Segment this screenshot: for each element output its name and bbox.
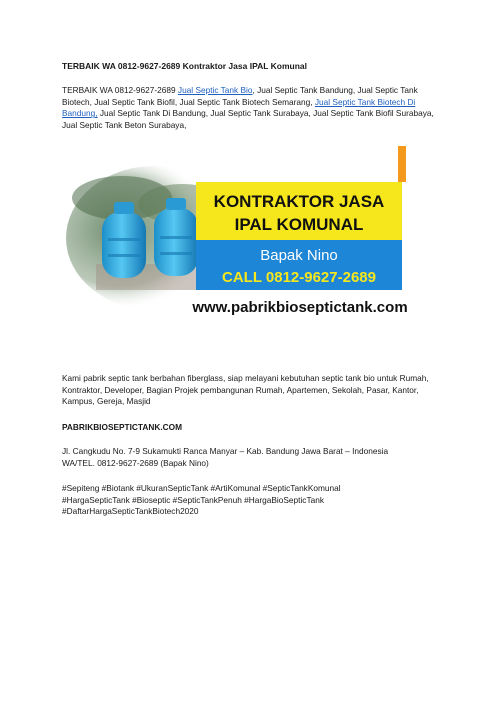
intro-text-3: Jual Septic Tank Di Bandung, Jual Septic Tank Surabaya, Jual Septic Tank Biofil Surabaya, Jual Septic Tank Beton Surabaya, — [62, 108, 434, 130]
link-jual-septic-tank-biotech-bandung[interactable]: Jual Septic Tank Biotech Di Bandung, — [62, 96, 416, 119]
headline-line-2: IPAL KOMUNAL — [234, 215, 364, 234]
hashtags-line-1: #Sepiteng #Biotank #UkuranSepticTank #ArtiKomunal #SepticTankKomunal — [62, 483, 341, 493]
address-block — [62, 446, 442, 469]
link-jual-septic-tank-bio[interactable]: Jual Septic Tank Bio — [177, 85, 253, 95]
intro-paragraph — [62, 85, 442, 131]
address-line-1: Jl. Cangkudu No. 7-9 Sukamukti Ranca Manyar – Kab. Bandung Jawa Barat – Indonesia — [62, 446, 389, 456]
brand-heading: PABRIKBIOSEPTICTANK.COM — [62, 422, 182, 432]
website-url: www.pabrikbioseptictank.com — [192, 299, 408, 316]
hashtags-line-3: #DaftarHargaSepticTankBiotech2020 — [62, 506, 199, 517]
address-line-2: WA/TEL. 0812-9627-2689 (Bapak Nino) — [62, 457, 209, 468]
promo-banner-image — [62, 146, 442, 334]
headline-line-1: KONTRAKTOR JASA — [213, 192, 385, 211]
intro-text-1: TERBAIK WA 0812-9627-2689 — [62, 85, 178, 95]
contact-call: CALL 0812-9627-2689 — [222, 269, 376, 286]
description-paragraph: Kami pabrik septic tank berbahan fiberglass, siap melayani kebutuhan septic tank bio untuk Rumah, Kontraktor, Developer, Bagian Projek pembangunan Rumah, Apartemen, Sekolah, Pasar, Kantor, Kampus, Gereja, Masjid — [62, 373, 429, 407]
contact-name: Bapak Nino — [260, 247, 338, 264]
page-title: TERBAIK WA 0812-9627-2689 Kontraktor Jasa IPAL Komunal — [62, 61, 308, 71]
hashtags-line-2: #HargaSepticTank #Bioseptic #SepticTankPenuh #HargaBioSepticTank — [62, 494, 324, 505]
orange-accent-bar — [398, 146, 406, 182]
intro-text-2: , Jual Septic Tank Bandung, Jual Septic Tank Biotech, Jual Septic Tank Biofil, Jual Septic Tank Biotech Semarang, — [62, 85, 418, 107]
hashtags-block — [62, 483, 442, 518]
